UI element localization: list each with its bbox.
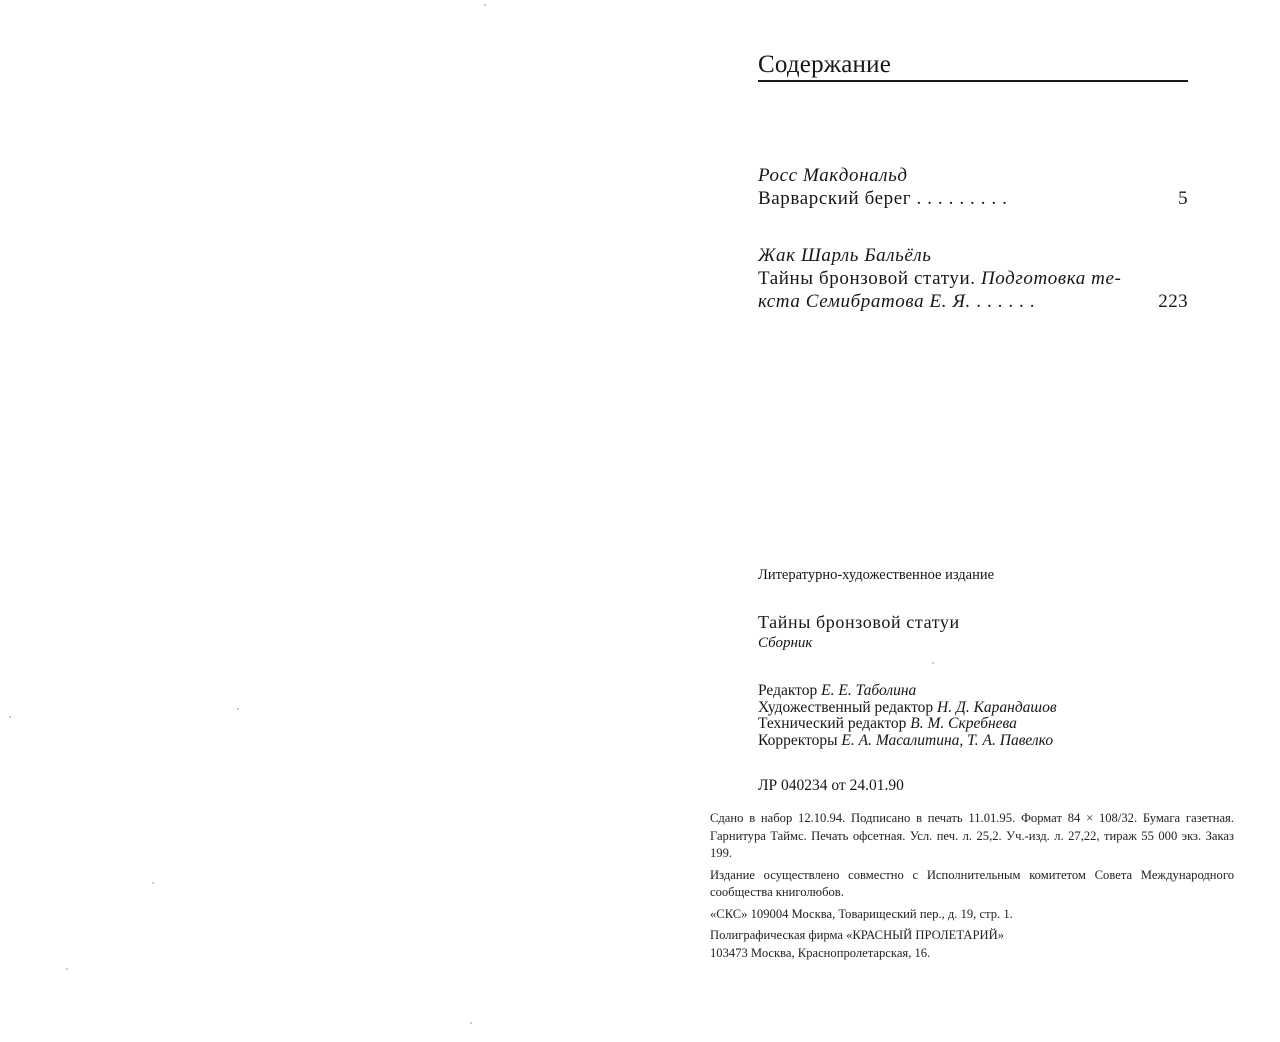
toc-title-row bbox=[758, 290, 1188, 313]
heading-rule bbox=[758, 80, 1188, 82]
printer-address: 103473 Москва, Краснопролетарская, 16. bbox=[710, 945, 931, 960]
contents-heading: Содержание bbox=[758, 51, 891, 78]
credit-name: Н. Д. Карандашов bbox=[937, 698, 1057, 716]
paper-speck bbox=[152, 882, 154, 884]
credit-line bbox=[758, 683, 1057, 700]
paper-speck bbox=[66, 968, 68, 970]
toc-title-note: Подготовка те- bbox=[980, 268, 1122, 289]
credit-line bbox=[758, 700, 1057, 717]
credit-role: Редактор bbox=[758, 682, 818, 699]
toc-page-number: 5 bbox=[1178, 188, 1188, 209]
toc-page-number: 223 bbox=[1158, 291, 1188, 312]
toc-leaders: . . . . . . . . . bbox=[911, 188, 1008, 209]
toc-title-row bbox=[758, 267, 1188, 290]
print-details bbox=[710, 810, 1234, 966]
paper-speck bbox=[932, 662, 934, 664]
publisher-note: Издание осуществлено совместно с Исполнительным комитетом Совета Международного сообщества книголюбов. bbox=[710, 867, 1234, 899]
credit-name: Е. Е. Таболина bbox=[821, 682, 917, 699]
toc-author: Росс Макдональд bbox=[758, 165, 908, 186]
printer-name: Полиграфическая фирма «КРАСНЫЙ ПРОЛЕТАРИЙ» bbox=[710, 928, 1004, 942]
credit-role: Корректоры bbox=[758, 731, 838, 749]
paper-speck bbox=[237, 708, 239, 710]
credit-name: В. М. Скребнева bbox=[910, 715, 1017, 732]
production-details: Сдано в набор 12.10.94. Подписано в печать 11.01.95. Формат 84 × 108/32. Бумага газетная. Гарнитура Таймс. Печать офсетная. Усл. печ. л. 25,2. Уч.-изд. л. 27,22, тираж 55 000 экз. Заказ 199. bbox=[710, 811, 1234, 860]
toc-leaders: . . . . . . bbox=[970, 291, 1036, 312]
toc-title-row bbox=[758, 187, 1188, 210]
credits-list bbox=[758, 683, 1057, 749]
contents-page bbox=[640, 0, 1280, 1042]
credit-name: Е. А. Масалитина, Т. А. Павелко bbox=[841, 731, 1054, 749]
credit-line bbox=[758, 733, 1057, 750]
paper-speck bbox=[9, 716, 11, 718]
toc-title: Варварский берег bbox=[758, 188, 912, 209]
toc-entry bbox=[758, 164, 1188, 210]
toc-title-note: кста Семибратова Е. Я. bbox=[758, 291, 971, 312]
credit-role: Художественный редактор bbox=[758, 698, 934, 716]
book-subtitle: Сборник bbox=[758, 635, 813, 651]
toc-author: Жак Шарль Бальёль bbox=[758, 245, 932, 266]
paper-speck bbox=[484, 4, 486, 6]
credit-role: Технический редактор bbox=[758, 715, 907, 732]
printer-info bbox=[710, 927, 1234, 962]
book-title: Тайны бронзовой статуи bbox=[758, 612, 960, 632]
license-number: ЛР 040234 от 24.01.90 bbox=[758, 777, 904, 794]
toc-title: Тайны бронзовой статуи. bbox=[758, 268, 976, 289]
toc-entry bbox=[758, 244, 1188, 313]
edition-genre: Литературно-художественное издание bbox=[758, 567, 995, 583]
credit-line bbox=[758, 716, 1057, 733]
paper-speck bbox=[470, 1022, 472, 1024]
publisher-address: «СКС» 109004 Москва, Товарищеский пер., д. 19, стр. 1. bbox=[710, 906, 1013, 921]
